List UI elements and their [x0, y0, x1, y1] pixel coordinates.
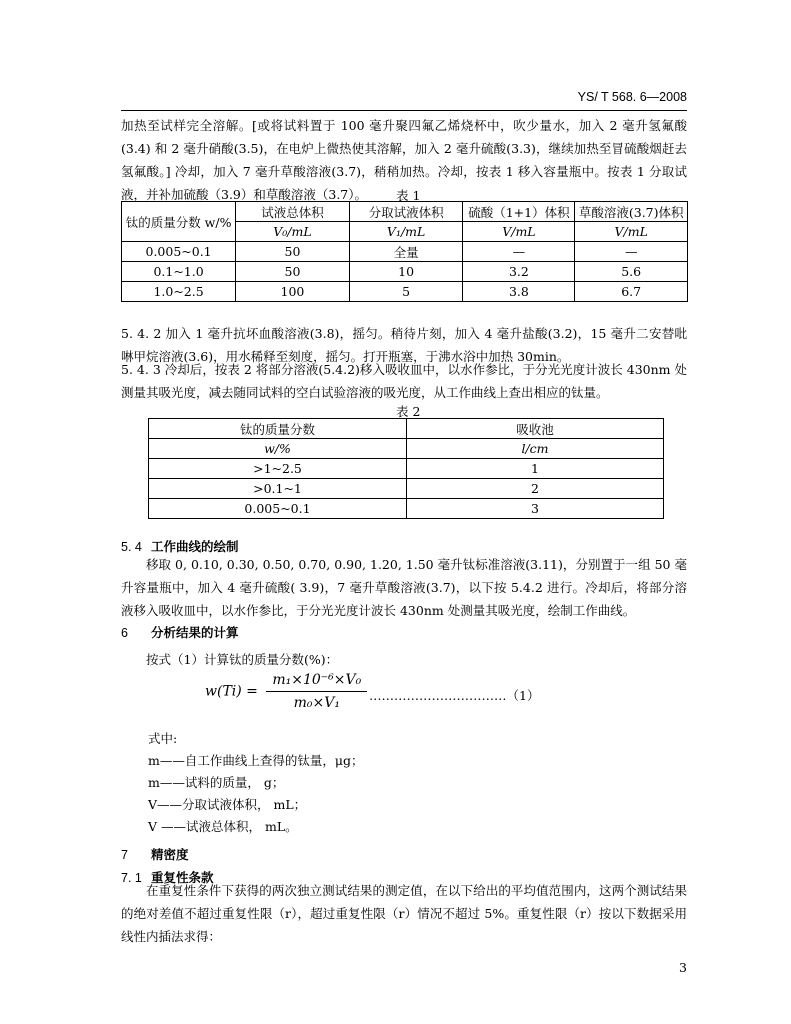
table-row — [149, 459, 664, 479]
table2-header: 吸收池 — [407, 419, 664, 439]
table1-header-unit: V/mL — [463, 222, 575, 242]
table-cell: 0.1~1.0 — [122, 262, 236, 282]
table-row — [122, 282, 688, 302]
section-heading-6 — [121, 623, 239, 641]
paragraph-5-4-2: 5. 4. 2 加入 1 毫升抗坏血酸溶液(3.8)，摇匀。稍待片刻，加入 4 毫升盐酸(3.2)，15 毫升二安替吡啉甲烷溶液(3.6)，用水稀释至刻度，摇匀。打开瓶塞，于沸水浴中加热 30min。 — [121, 326, 687, 364]
table-cell: 0.005~0.1 — [149, 499, 407, 519]
table2-header-unit: l/cm — [407, 439, 664, 459]
table-row — [122, 262, 688, 282]
table1-header-mass-fraction: 钛的质量分数 w/% — [122, 202, 236, 242]
section-number: 7. 1 — [121, 871, 142, 885]
standard-number-header: YS/ T 568. 6—2008 — [577, 90, 687, 104]
table2-header: 钛的质量分数 — [149, 419, 407, 439]
table-cell: 2 — [407, 479, 664, 499]
table-row — [122, 242, 688, 262]
section-number: 7 — [121, 848, 128, 862]
table2 — [148, 418, 664, 519]
table-cell: 50 — [236, 242, 350, 262]
section-number: 6 — [121, 626, 128, 640]
where-label: 式中: — [148, 731, 178, 746]
paragraph-dissolution: 加热至试样完全溶解。[或将试料置于 100 毫升聚四氟乙烯烧杯中，吹少量水，加入 2 毫升氢氟酸(3.4) 和 2 毫升硝酸(3.5)，在电炉上微热使其溶解，加入 2 毫升硫酸(3.3)，继续加热至冒硫酸烟赶去氢氟酸。] 冷却，加入 7 毫升草酸溶液(3.7)，稍稍加热。冷却，按表 1 移入容量瓶中。按表 1 分取试液，并补加硫酸（3.9）和草酸溶液（3.7）。 — [121, 118, 687, 202]
definition-item: m——自工作曲线上查得的钛量，μg； — [148, 753, 364, 768]
table1-header-unit: V₁/mL — [349, 222, 463, 242]
table1-header: 试液总体积 — [236, 202, 350, 222]
formula-denominator: m₀×V₁ — [293, 695, 340, 711]
table-row — [149, 499, 664, 519]
table1-header-unit: V₀/mL — [236, 222, 350, 242]
section-heading-7 — [121, 845, 189, 863]
section-title: 重复性条款 — [151, 871, 214, 885]
header-rule — [121, 110, 687, 111]
section-title: 精密度 — [151, 848, 189, 862]
table-cell: >1~2.5 — [149, 459, 407, 479]
formula-1 — [205, 672, 367, 711]
formula-numerator: m₁×10⁻⁶×V₀ — [266, 672, 367, 692]
table-row — [149, 479, 664, 499]
definition-item: m——试料的质量， g； — [148, 775, 285, 790]
table-cell: 50 — [236, 262, 350, 282]
paragraph-5-4-3: 5. 4. 3 冷却后，按表 2 将部分溶液(5.4.2)移入吸收皿中，以水作参比，于分光光度计波长 430nm 处测量其吸光度，减去随同试料的空白试验溶液的吸光度，从工作曲线上查出相应的钛量。 — [121, 362, 687, 400]
table1-caption: 表 1 — [396, 188, 421, 203]
table-cell: 3.2 — [463, 262, 575, 282]
table1 — [121, 201, 688, 302]
table-cell: 全量 — [349, 242, 463, 262]
definition-item: V——分取试液体积， mL； — [148, 797, 307, 812]
table-cell: — — [575, 242, 688, 262]
table-cell: 0.005~0.1 — [122, 242, 236, 262]
paragraph-calculation: 按式（1）计算钛的质量分数(%)： — [146, 652, 339, 667]
table1-header-unit: V/mL — [575, 222, 688, 242]
table-cell: 1 — [407, 459, 664, 479]
definition-item: V ——试液总体积， mL。 — [148, 819, 298, 834]
table-cell: 1.0~2.5 — [122, 282, 236, 302]
table-cell: 10 — [349, 262, 463, 282]
section-title: 分析结果的计算 — [151, 626, 239, 640]
table-cell: 3 — [407, 499, 664, 519]
table-cell: — — [463, 242, 575, 262]
table-cell: 3.8 — [463, 282, 575, 302]
table1-header: 草酸溶液(3.7)体积 — [575, 202, 688, 222]
table2-header-unit: w/% — [149, 439, 407, 459]
formula-number: ……………………………（1） — [369, 688, 540, 703]
table-cell: 100 — [236, 282, 350, 302]
paragraph-repeatability: 在重复性条件下获得的两次独立测试结果的测定值，在以下给出的平均值范围内，这两个测试结果的绝对差值不超过重复性限（r），超过重复性限（r）情况不超过 5%。重复性限（r）按以下数据采用线性内插法求得： — [121, 883, 687, 944]
formula-lhs: w(Ti) = — [205, 683, 258, 700]
table2-caption: 表 2 — [396, 404, 421, 419]
page-number: 3 — [679, 960, 687, 975]
paragraph-working-curve: 移取 0, 0.10, 0.30, 0.50, 0.70, 0.90, 1.20, 1.50 毫升钛标准溶液(3.11)，分别置于一组 50 毫升容量瓶中，加入 4 毫升硫酸( 3.9)，7 毫升草酸溶液(3.7)，以下按 5.4.2 进行。冷却后，将部分溶液移入吸收皿中，以水作参比，于分光光度计波长 430nm 处测量其吸光度，绘制工作曲线。 — [121, 557, 687, 618]
section-title: 工作曲线的绘制 — [151, 540, 239, 554]
table-cell: 5.6 — [575, 262, 688, 282]
table1-header: 硫酸（1+1）体积 — [463, 202, 575, 222]
table1-header: 分取试液体积 — [349, 202, 463, 222]
section-number: 5. 4 — [121, 540, 142, 554]
table-cell: >0.1~1 — [149, 479, 407, 499]
table-cell: 6.7 — [575, 282, 688, 302]
table-cell: 5 — [349, 282, 463, 302]
formula-fraction — [266, 672, 367, 711]
